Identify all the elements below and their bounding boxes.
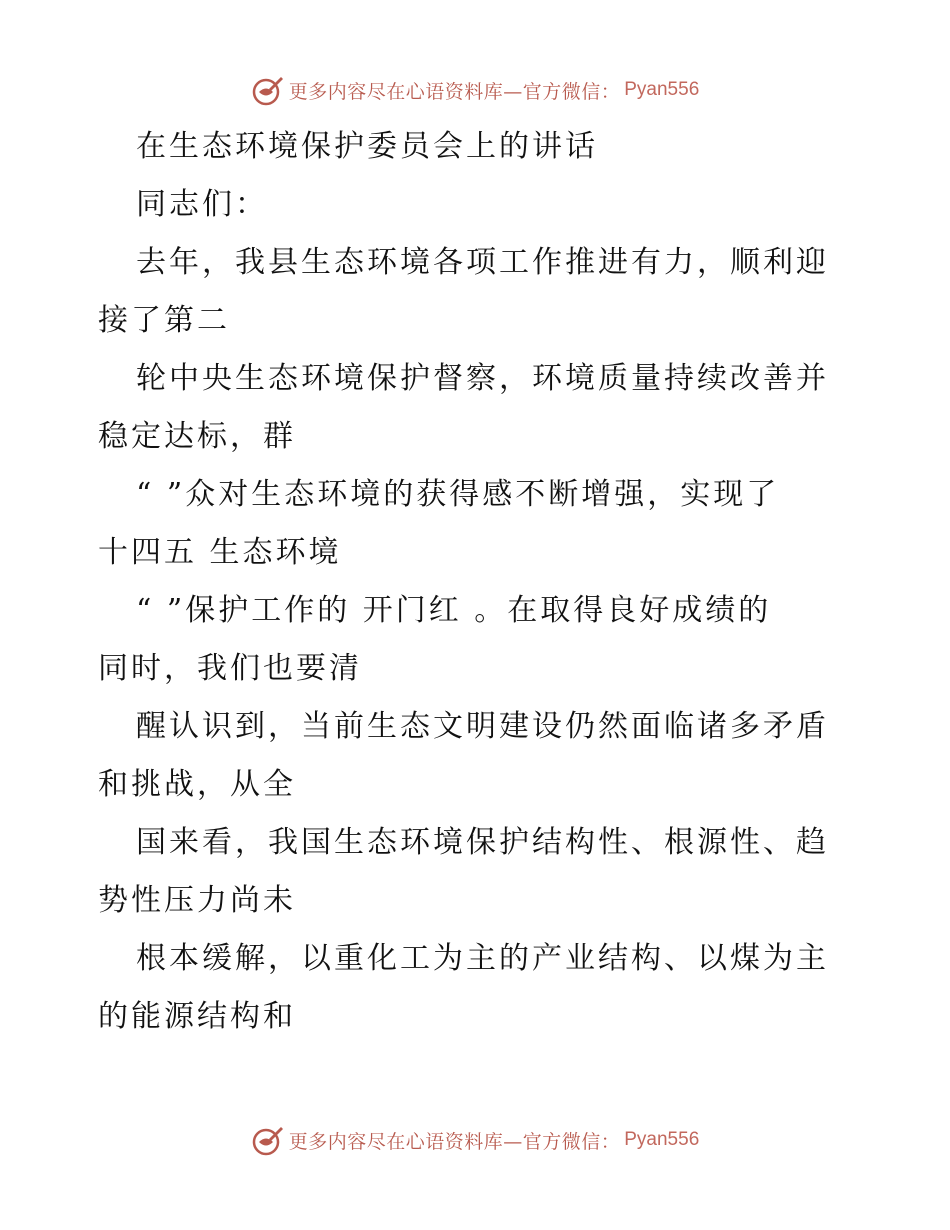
document-body bbox=[98, 118, 858, 1046]
watermark-text: 更多内容尽在心语资料库—官方微信： bbox=[288, 1130, 621, 1153]
text-line: 轮中央生态环境保护督察，环境质量持续改善并 bbox=[136, 361, 829, 396]
book-pen-logo-icon bbox=[251, 73, 285, 107]
text-line: 接了第二 bbox=[98, 303, 230, 338]
watermark-text: 更多内容尽在心语资料库—官方微信： bbox=[288, 80, 621, 103]
text-line: 的能源结构和 bbox=[98, 999, 296, 1034]
text-line: 十四五 生态环境 bbox=[98, 535, 342, 570]
text-line: 去年，我县生态环境各项工作推进有力，顺利迎 bbox=[136, 245, 829, 280]
text-line: 同时，我们也要清 bbox=[98, 651, 362, 686]
text-line: “ ”众对生态环境的获得感不断增强，实现了 bbox=[136, 477, 780, 512]
text-line: 国来看，我国生态环境保护结构性、根源性、趋 bbox=[136, 825, 829, 860]
text-line: 和挑战，从全 bbox=[98, 767, 296, 802]
watermark-account: Pyan556 bbox=[624, 1129, 700, 1150]
text-line: “ ”保护工作的 开门红 。在取得良好成绩的 bbox=[136, 593, 772, 628]
footer-watermark-banner bbox=[0, 1120, 950, 1160]
book-pen-logo-icon bbox=[251, 1123, 285, 1157]
header-watermark-banner bbox=[0, 70, 950, 110]
watermark-account: Pyan556 bbox=[624, 79, 700, 100]
text-line: 在生态环境保护委员会上的讲话 bbox=[136, 129, 598, 164]
text-line: 稳定达标，群 bbox=[98, 419, 296, 454]
text-line: 根本缓解，以重化工为主的产业结构、以煤为主 bbox=[136, 941, 829, 976]
text-line: 醒认识到，当前生态文明建设仍然面临诸多矛盾 bbox=[136, 709, 829, 744]
text-line: 同志们： bbox=[136, 187, 268, 222]
text-line: 势性压力尚未 bbox=[98, 883, 296, 918]
